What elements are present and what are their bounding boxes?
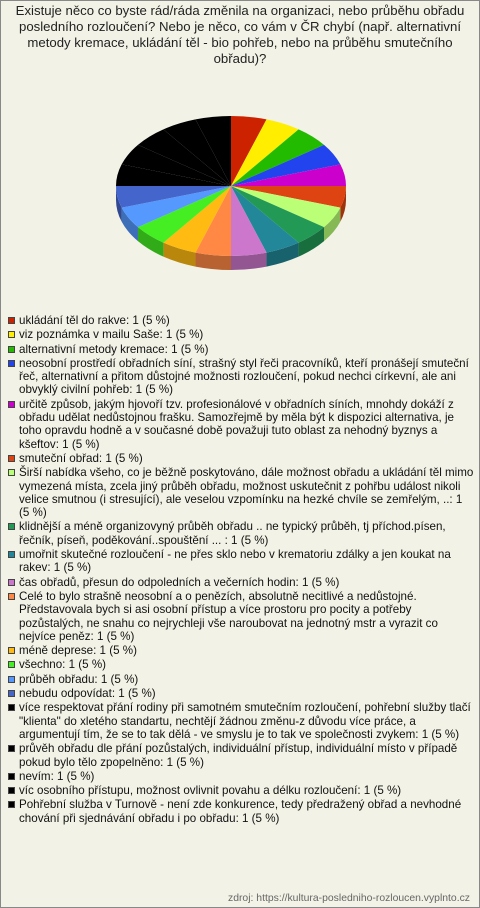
- source-note: zdroj: https://kultura-posledniho-rozloucen.vyplnto.cz: [228, 893, 470, 904]
- legend-label: viz poznámka v mailu Saše: 1 (5 %): [19, 328, 204, 342]
- legend-item: [8, 590, 474, 643]
- legend-swatch: [8, 690, 15, 697]
- legend-swatch: [8, 331, 15, 338]
- legend-item: [8, 701, 474, 741]
- legend-item: [8, 742, 474, 769]
- legend-swatch: [8, 773, 15, 780]
- legend-swatch: [8, 551, 15, 558]
- legend-label: všechno: 1 (5 %): [19, 658, 106, 672]
- legend-label: průběh obřadu: 1 (5 %): [19, 672, 139, 686]
- legend-swatch: [8, 579, 15, 586]
- legend-label: méně deprese: 1 (5 %): [19, 644, 137, 658]
- legend-label: Celé to bylo strašně neosobní a o penězích, absolutně necitlivé a nedůstojné. Představovala bych si asi osobní přístup a více prostoru pro pocity a potřeby pozůstalých, ne snahu co nejrychleji vše naroubovat na jednotný mstr a vyrazit co nejvíce peněz: 1 (5 %): [19, 589, 438, 643]
- legend-item: [8, 466, 474, 519]
- legend-label: nevím: 1 (5 %): [19, 769, 95, 783]
- legend-item: [8, 548, 474, 575]
- legend-item: [8, 673, 474, 686]
- legend-item: [8, 452, 474, 465]
- legend-label: více respektovat přání rodiny při samotném smutečním rozloučení, pohřební služby tlačí "klienta" do xletého standartu, nechtějí žádnou změnu-z důvodu více práce, a argumentují tím, že se to tak dělá - ve smyslu je to tak ve společnosti zvykem: 1 (5 %): [19, 701, 471, 741]
- legend-label: Pohřební služba v Turnově - není zde konkurence, tedy předražený obřad a nevhodné chování při sjednávání obřadu i po obřadu: 1 (5 %): [19, 798, 462, 825]
- legend-swatch: [8, 455, 15, 462]
- legend-label: klidnější a méně organizovyný průběh obřadu .. ne typický průběh, tj příchod.písen, řečník, píseň, poděkování..spouštění ... : 1 (5 %): [19, 520, 446, 547]
- legend-swatch: [8, 661, 15, 668]
- legend-label: smuteční obřad: 1 (5 %): [19, 451, 143, 465]
- legend-label: průvěh obřadu dle přání pozůstalých, individuální přístup, individuální místo v případě pokud bylo tělo zpopelněno: 1 (5 %): [19, 742, 458, 769]
- legend-label: víc osobního přístupu, možnost ovlivnit povahu a délku rozloučení: 1 (5 %): [19, 784, 402, 798]
- legend-swatch: [8, 676, 15, 683]
- pie-slices: [116, 116, 346, 256]
- legend-swatch: [8, 593, 15, 600]
- legend-swatch: [8, 317, 15, 324]
- legend-item: [8, 520, 474, 547]
- legend-item: [8, 314, 474, 327]
- chart-title: Existuje něco co byste rád/ráda změnila na organizaci, nebo průběhu obřadu posledního rozloučení? Nebo je něco, co vám v ČR chybí (např. alternativní metody kremace, ukládání těl - bio pohřeb, nebo na průběhu smutečního obřadu)?: [15, 3, 465, 66]
- legend-item: [8, 798, 474, 825]
- legend-item: [8, 784, 474, 797]
- legend-label: alternativní metody kremace: 1 (5 %): [19, 342, 209, 356]
- legend-swatch: [8, 787, 15, 794]
- legend-item: [8, 357, 474, 397]
- legend-item: [8, 576, 474, 589]
- pie-chart: [101, 101, 381, 291]
- legend-swatch: [8, 401, 15, 408]
- legend-label: čas obřadů, přesun do odpoledních a večerních hodin: 1 (5 %): [19, 575, 340, 589]
- legend-swatch: [8, 360, 15, 367]
- legend-item: [8, 343, 474, 356]
- legend-swatch: [8, 704, 15, 711]
- legend-item: [8, 770, 474, 783]
- legend-item: [8, 644, 474, 657]
- legend-label: umořnit skutečné rozloučení - ne přes sklo nebo v krematoriu zdálky a jen koukat na rakev: 1 (5 %): [19, 548, 451, 575]
- legend-label: Širší nabídka všeho, co je běžně poskytováno, dále možnost obřadu a ukládání těl mimo vymezená místa, zcela jiný průběh obřadu, možnost uskutečnit z pohřbu událost nikoli velice smutnou (i stresující), ale veselou vzpomínku na hezké chvíle se zemřelým, ..: 1 (5 %): [19, 466, 474, 520]
- legend: [8, 314, 474, 826]
- legend-swatch: [8, 346, 15, 353]
- legend-item: [8, 398, 474, 451]
- legend-swatch: [8, 647, 15, 654]
- legend-item: [8, 328, 474, 341]
- legend-item: [8, 687, 474, 700]
- legend-swatch: [8, 469, 15, 476]
- legend-swatch: [8, 745, 15, 752]
- legend-label: ukládání těl do rakve: 1 (5 %): [19, 314, 170, 327]
- legend-label: určitě způsob, jakým hjovoří tzv. profesionálové v obřadních síních, mnohdy dokáží z obřadu udělat nedůstojnou frašku. Samozřejmě by měla být k dispozici alternativa, je toho opravdu hodně a v současné době považuji tuto oblast za nehodný byznys a kšeftov: 1 (5 %): [19, 397, 454, 451]
- legend-swatch: [8, 801, 15, 808]
- legend-item: [8, 658, 474, 671]
- legend-label: nebudu odpovídat: 1 (5 %): [19, 687, 156, 701]
- legend-swatch: [8, 523, 15, 530]
- legend-label: neosobní prostředí obřadních síní, strašný styl řeči pracovníků, kteří pronášejí smuteční řeč, alternativní a přitom důstojné možnosti rozloučení, pokud nechci církevní, ale ani obvyklý civilní pohřeb: 1 (5 %): [19, 356, 469, 397]
